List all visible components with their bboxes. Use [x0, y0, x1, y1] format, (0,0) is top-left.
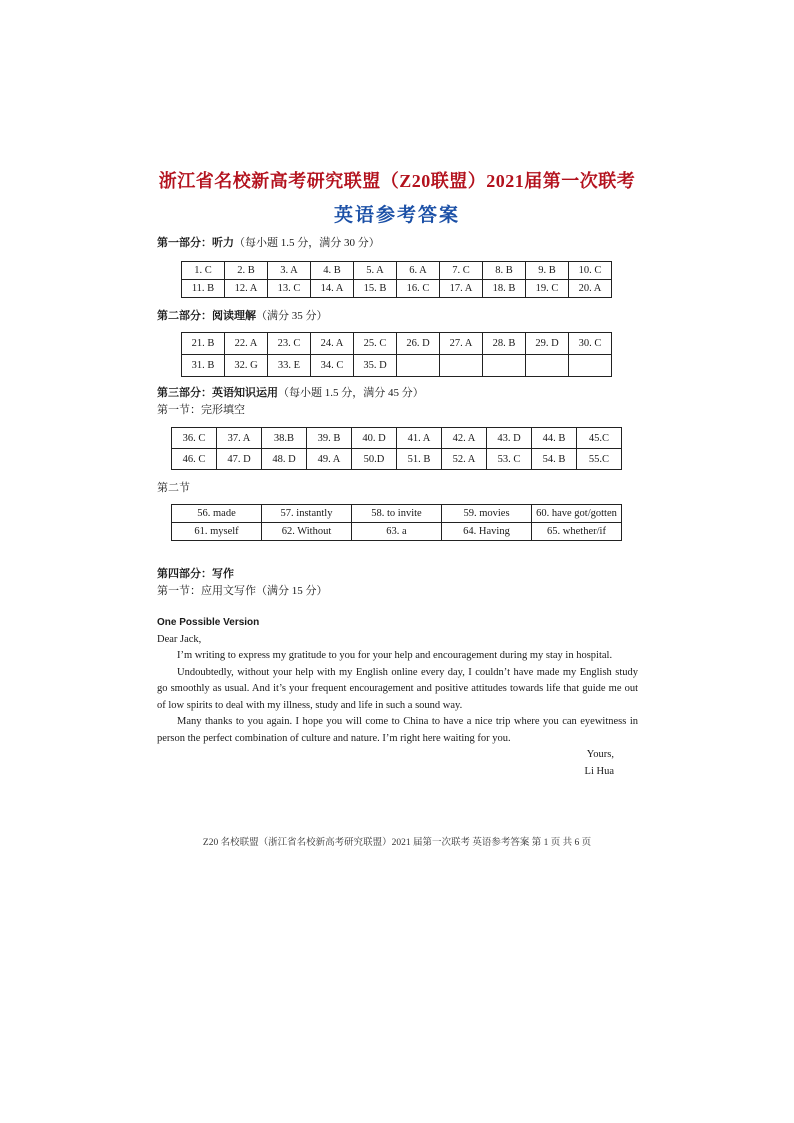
answer-cell: 5. A [354, 262, 397, 280]
answer-cell: 59. movies [442, 505, 532, 523]
answer-cell: 11. B [182, 280, 225, 298]
answer-cell: 60. have got/gotten [532, 505, 622, 523]
answer-cell: 24. A [311, 333, 354, 355]
answer-cell: 34. C [311, 355, 354, 377]
answer-cell: 35. D [354, 355, 397, 377]
page-subtitle: 英语参考答案 [333, 205, 460, 226]
answer-cell: 3. A [268, 262, 311, 280]
answer-cell: 56. made [172, 505, 262, 523]
answer-cell [397, 355, 440, 377]
answer-cell: 42. A [442, 428, 487, 449]
answer-cell: 14. A [311, 280, 354, 298]
answer-cell [569, 355, 612, 377]
answer-cell: 13. C [268, 280, 311, 298]
part2-title: 第二部分：阅读理解 [157, 310, 256, 322]
part3-heading [157, 386, 424, 400]
answer-cell: 17. A [440, 280, 483, 298]
page-footer: Z20 名校联盟（浙江省名校新高考研究联盟）2021 届第一次联考 英语参考答案 第 1 页 共 6 页 [202, 838, 592, 848]
answer-cell [483, 355, 526, 377]
answer-cell: 20. A [569, 280, 612, 298]
answer-row [172, 523, 622, 541]
answer-cell: 44. B [532, 428, 577, 449]
answer-cell: 18. B [483, 280, 526, 298]
answer-row [182, 280, 612, 298]
answer-cell: 31. B [182, 355, 225, 377]
part3-section1-heading: 第一节：完形填空 [157, 404, 245, 416]
part2-answer-table [181, 332, 612, 377]
part3-cloze-answer-table [171, 427, 622, 470]
answer-cell: 58. to invite [352, 505, 442, 523]
answer-cell: 16. C [397, 280, 440, 298]
part1-note: （每小题 1.5 分，满分 30 分） [234, 237, 380, 249]
answer-cell: 8. B [483, 262, 526, 280]
part3-section2-heading: 第二节 [157, 482, 190, 494]
answer-cell: 43. D [487, 428, 532, 449]
answer-cell: 2. B [225, 262, 268, 280]
answer-cell: 46. C [172, 449, 217, 470]
answer-cell: 54. B [532, 449, 577, 470]
answer-row [182, 355, 612, 377]
letter-paragraph: I’m writing to express my gratitude to you for your help and encouragement during my stay in hospital. [177, 650, 613, 661]
answer-cell: 36. C [172, 428, 217, 449]
answer-row [182, 262, 612, 280]
answer-row [172, 505, 622, 523]
answer-cell: 50.D [352, 449, 397, 470]
answer-cell: 33. E [268, 355, 311, 377]
part2-note: （满分 35 分） [256, 310, 328, 322]
answer-cell: 41. A [397, 428, 442, 449]
letter-paragraph: Undoubtedly, without your help with my English online every day, I couldn’t have made my English study go smoothly as usual. And it’s your frequent encouragement and positive attitudes towards life that guide me out of low spirits to deal with my illness, study and life in such a sound way. [157, 666, 638, 711]
answer-cell: 30. C [569, 333, 612, 355]
answer-cell: 48. D [262, 449, 307, 470]
letter-paragraph: Many thanks to you again. I hope you will come to China to have a nice trip where you can eyewitness in person the perfect combination of culture and nature. I’m right here waiting for you. [157, 716, 638, 744]
answer-cell: 1. C [182, 262, 225, 280]
answer-cell: 22. A [225, 333, 268, 355]
answer-cell: 32. G [225, 355, 268, 377]
answer-row [172, 449, 622, 470]
answer-cell: 29. D [526, 333, 569, 355]
answer-cell: 47. D [217, 449, 262, 470]
answer-cell: 53. C [487, 449, 532, 470]
answer-cell: 4. B [311, 262, 354, 280]
answer-cell: 45.C [577, 428, 622, 449]
part1-heading [157, 236, 380, 250]
answer-cell: 6. A [397, 262, 440, 280]
sample-letter [157, 615, 638, 747]
answer-cell: 28. B [483, 333, 526, 355]
answer-cell: 21. B [182, 333, 225, 355]
letter-closing: Yours, [586, 749, 614, 760]
answer-cell: 49. A [307, 449, 352, 470]
answer-cell: 40. D [352, 428, 397, 449]
answer-cell: 63. a [352, 523, 442, 541]
answer-cell: 37. A [217, 428, 262, 449]
part1-title: 第一部分：听力 [157, 237, 234, 249]
answer-cell: 65. whether/if [532, 523, 622, 541]
answer-cell [526, 355, 569, 377]
part3-title: 第三部分：英语知识运用 [157, 387, 278, 399]
part4-title: 第四部分：写作 [157, 568, 234, 580]
answer-cell: 9. B [526, 262, 569, 280]
answer-cell [440, 355, 483, 377]
part2-heading [157, 309, 328, 323]
answer-row [172, 428, 622, 449]
answer-cell: 55.C [577, 449, 622, 470]
part4-heading [157, 567, 234, 581]
answer-cell: 62. Without [262, 523, 352, 541]
answer-cell: 15. B [354, 280, 397, 298]
answer-cell: 64. Having [442, 523, 532, 541]
answer-cell: 27. A [440, 333, 483, 355]
answer-cell: 38.B [262, 428, 307, 449]
answer-cell: 7. C [440, 262, 483, 280]
letter-signature: Li Hua [584, 766, 614, 777]
answer-cell: 12. A [225, 280, 268, 298]
answer-cell: 10. C [569, 262, 612, 280]
answer-cell: 25. C [354, 333, 397, 355]
part1-answer-table [181, 261, 612, 298]
answer-cell: 39. B [307, 428, 352, 449]
answer-cell: 19. C [526, 280, 569, 298]
answer-cell: 26. D [397, 333, 440, 355]
page-title: 浙江省名校新高考研究联盟（Z20联盟）2021届第一次联考 [158, 171, 636, 191]
letter-greeting: Dear Jack, [157, 633, 202, 645]
answer-cell: 57. instantly [262, 505, 352, 523]
answer-cell: 61. myself [172, 523, 262, 541]
part4-section1-heading: 第一节：应用文写作（满分 15 分） [157, 585, 328, 597]
answer-cell: 51. B [397, 449, 442, 470]
answer-cell: 23. C [268, 333, 311, 355]
part3-note: （每小题 1.5 分，满分 45 分） [278, 387, 424, 399]
answer-cell: 52. A [442, 449, 487, 470]
part3-grammar-answer-table [171, 504, 622, 541]
answer-row [182, 333, 612, 355]
version-label: One Possible Version [157, 617, 260, 628]
